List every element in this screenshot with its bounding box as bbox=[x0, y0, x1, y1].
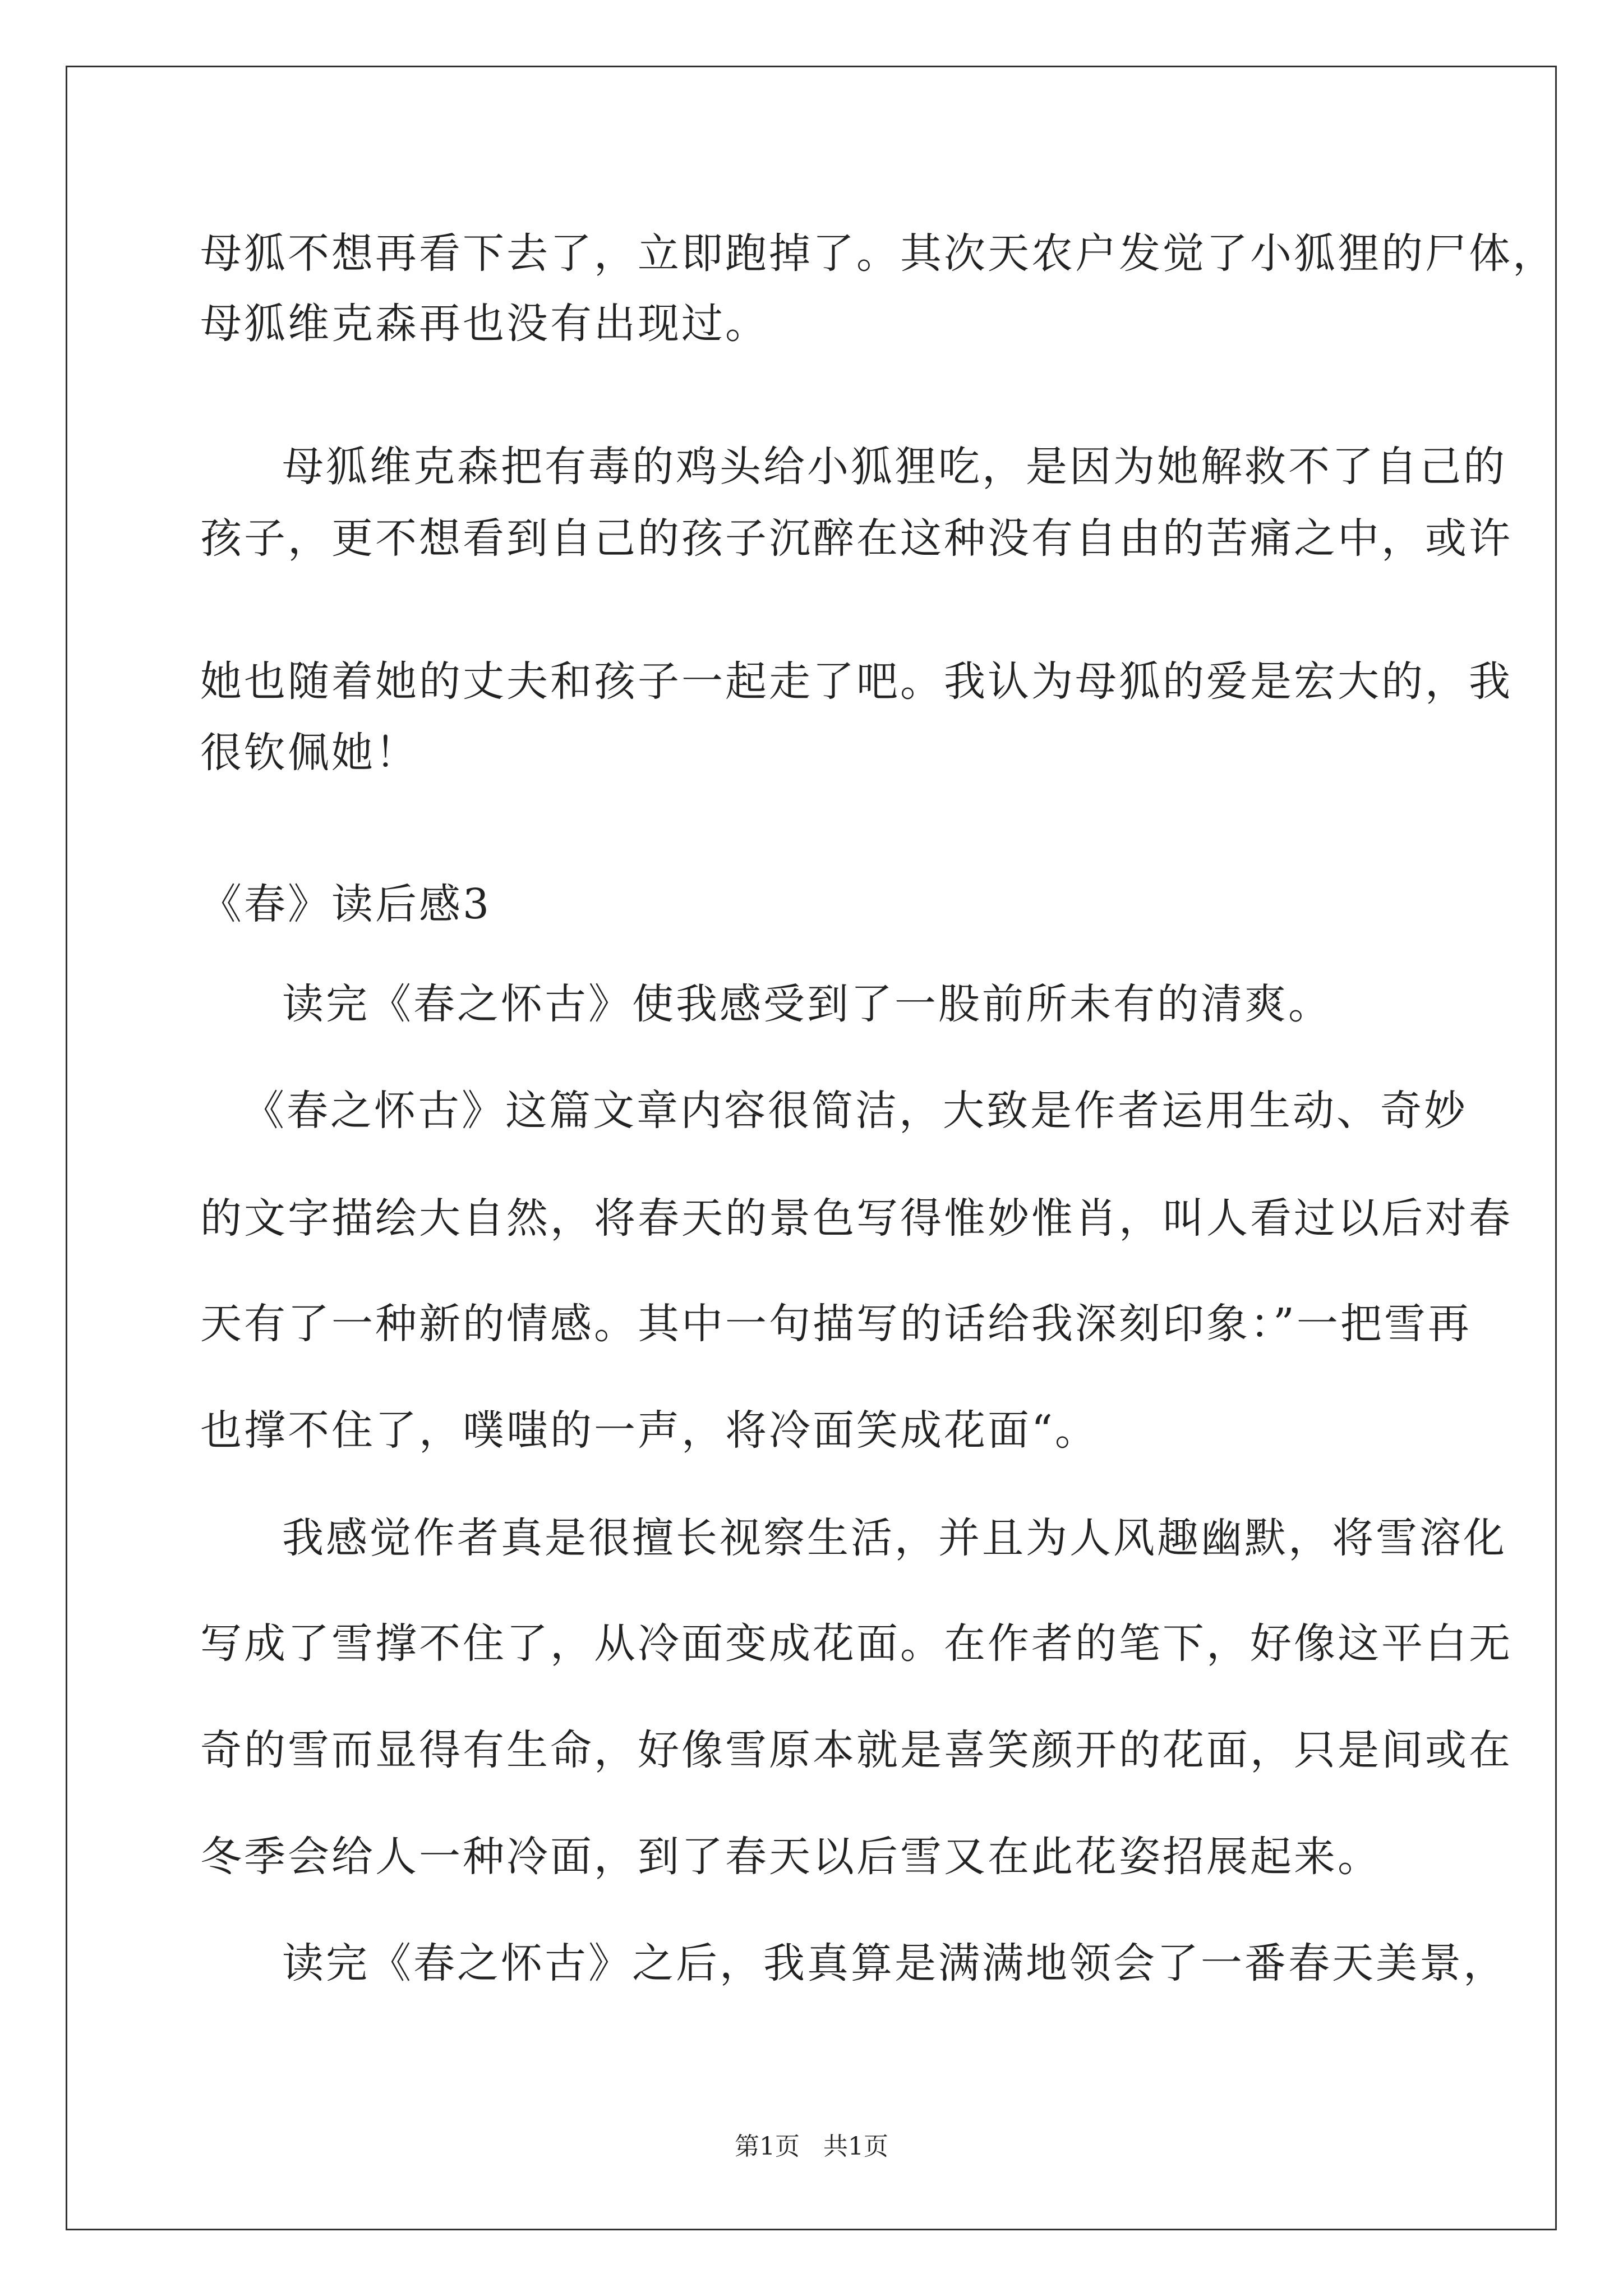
body-line-3: 母狐维克森把有毒的鸡头给小狐狸吃，是因为她解救不了自己的 bbox=[282, 443, 1507, 491]
section-heading: 《春》读后感3 bbox=[200, 880, 492, 928]
body-line-11: 天有了一种新的情感。其中一句描写的话给我深刻印象：”一把雪再 bbox=[200, 1300, 1472, 1348]
body-line-13: 我感觉作者真是很擅长视察生活，并且为人风趣幽默，将雪溶化 bbox=[282, 1514, 1507, 1562]
body-line-9: 《春之怀古》这篇文章内容很简洁，大致是作者运用生动、奇妙 bbox=[243, 1087, 1468, 1135]
body-line-4: 孩子，更不想看到自己的孩子沉醉在这种没有自由的苦痛之中，或许 bbox=[200, 514, 1513, 563]
page-footer: 第1页 共1页 bbox=[735, 2132, 888, 2161]
body-line-6: 很钦佩她！ bbox=[200, 729, 419, 777]
body-line-5: 她也随着她的丈夫和孩子一起走了吧。我认为母狐的爱是宏大的，我 bbox=[200, 657, 1513, 706]
body-line-2: 母狐维克森再也没有出现过。 bbox=[200, 300, 769, 348]
page-border bbox=[66, 66, 1557, 2230]
body-line-8: 读完《春之怀古》使我感受到了一股前所未有的清爽。 bbox=[282, 980, 1332, 1028]
body-line-12: 也撑不住了，噗嗤的一声，将冷面笑成花面“。 bbox=[200, 1406, 1099, 1455]
body-line-17: 读完《春之怀古》之后，我真算是满满地领会了一番春天美景， bbox=[282, 1939, 1507, 1987]
body-line-16: 冬季会给人一种冷面，到了春天以后雪又在此花姿招展起来。 bbox=[200, 1833, 1381, 1881]
body-line-10: 的文字描绘大自然，将春天的景色写得惟妙惟肖，叫人看过以后对春 bbox=[200, 1194, 1513, 1243]
body-line-15: 奇的雪而显得有生命，好像雪原本就是喜笑颜开的花面，只是间或在 bbox=[200, 1726, 1513, 1774]
body-line-1: 母狐不想再看下去了，立即跑掉了。其次天农户发觉了小狐狸的尸体， bbox=[200, 229, 1556, 278]
body-line-14: 写成了雪撑不住了，从冷面变成花面。在作者的笔下，好像这平白无 bbox=[200, 1619, 1513, 1668]
